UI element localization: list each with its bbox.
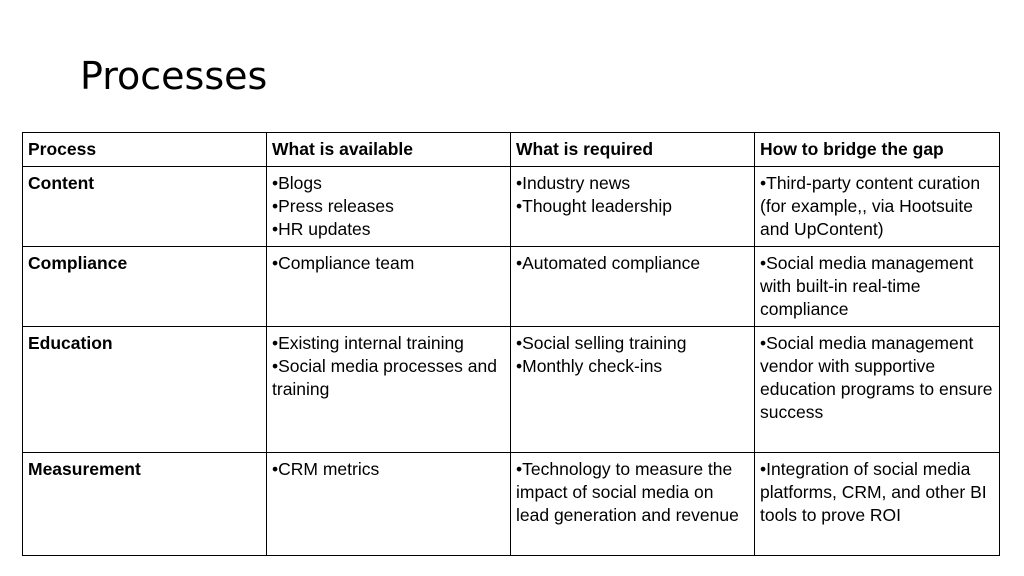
- cell-process: Content: [23, 167, 267, 247]
- cell-bridge: [755, 453, 1000, 556]
- cell-process: Compliance: [23, 247, 267, 327]
- list-item: •Blogs: [272, 173, 322, 193]
- cell-available: [267, 167, 511, 247]
- cell-required: [511, 167, 755, 247]
- list-item: •Third-party content curation (for example,, via Hootsuite and UpContent): [760, 173, 981, 239]
- list-item: •Social media management with built-in real-time compliance: [760, 253, 974, 319]
- cell-bridge: [755, 247, 1000, 327]
- cell-required: [511, 327, 755, 453]
- cell-process: Measurement: [23, 453, 267, 556]
- cell-available: [267, 247, 511, 327]
- list-item: •Existing internal training: [272, 333, 464, 353]
- header-process: Process: [23, 133, 267, 167]
- list-item: •Social selling training: [516, 333, 687, 353]
- cell-bridge: [755, 167, 1000, 247]
- list-item: •Social media processes and training: [272, 356, 497, 399]
- table-row-content: [23, 167, 1000, 247]
- list-item: •Industry news: [516, 173, 631, 193]
- list-item: •Monthly check-ins: [516, 356, 663, 376]
- list-item: •Press releases: [272, 196, 394, 216]
- slide-title: Processes: [80, 54, 268, 98]
- cell-required: [511, 453, 755, 556]
- header-what-is-available: What is available: [267, 133, 511, 167]
- cell-required: [511, 247, 755, 327]
- cell-available: [267, 327, 511, 453]
- list-item: •Technology to measure the impact of social media on lead generation and revenue: [516, 459, 739, 525]
- table-header-row: [23, 133, 1000, 167]
- cell-available: [267, 453, 511, 556]
- list-item: •Integration of social media platforms, CRM, and other BI tools to prove ROI: [760, 459, 987, 525]
- table-row-measurement: [23, 453, 1000, 556]
- header-how-to-bridge-the-gap: How to bridge the gap: [755, 133, 1000, 167]
- list-item: •CRM metrics: [272, 459, 380, 479]
- cell-process: Education: [23, 327, 267, 453]
- processes-table: [22, 132, 1000, 556]
- cell-bridge: [755, 327, 1000, 453]
- header-what-is-required: What is required: [511, 133, 755, 167]
- list-item: •Automated compliance: [516, 253, 701, 273]
- table-row-education: [23, 327, 1000, 453]
- list-item: •Compliance team: [272, 253, 415, 273]
- list-item: •HR updates: [272, 219, 371, 239]
- list-item: •Social media management vendor with supportive education programs to ensure success: [760, 333, 993, 422]
- list-item: •Thought leadership: [516, 196, 672, 216]
- table-row-compliance: [23, 247, 1000, 327]
